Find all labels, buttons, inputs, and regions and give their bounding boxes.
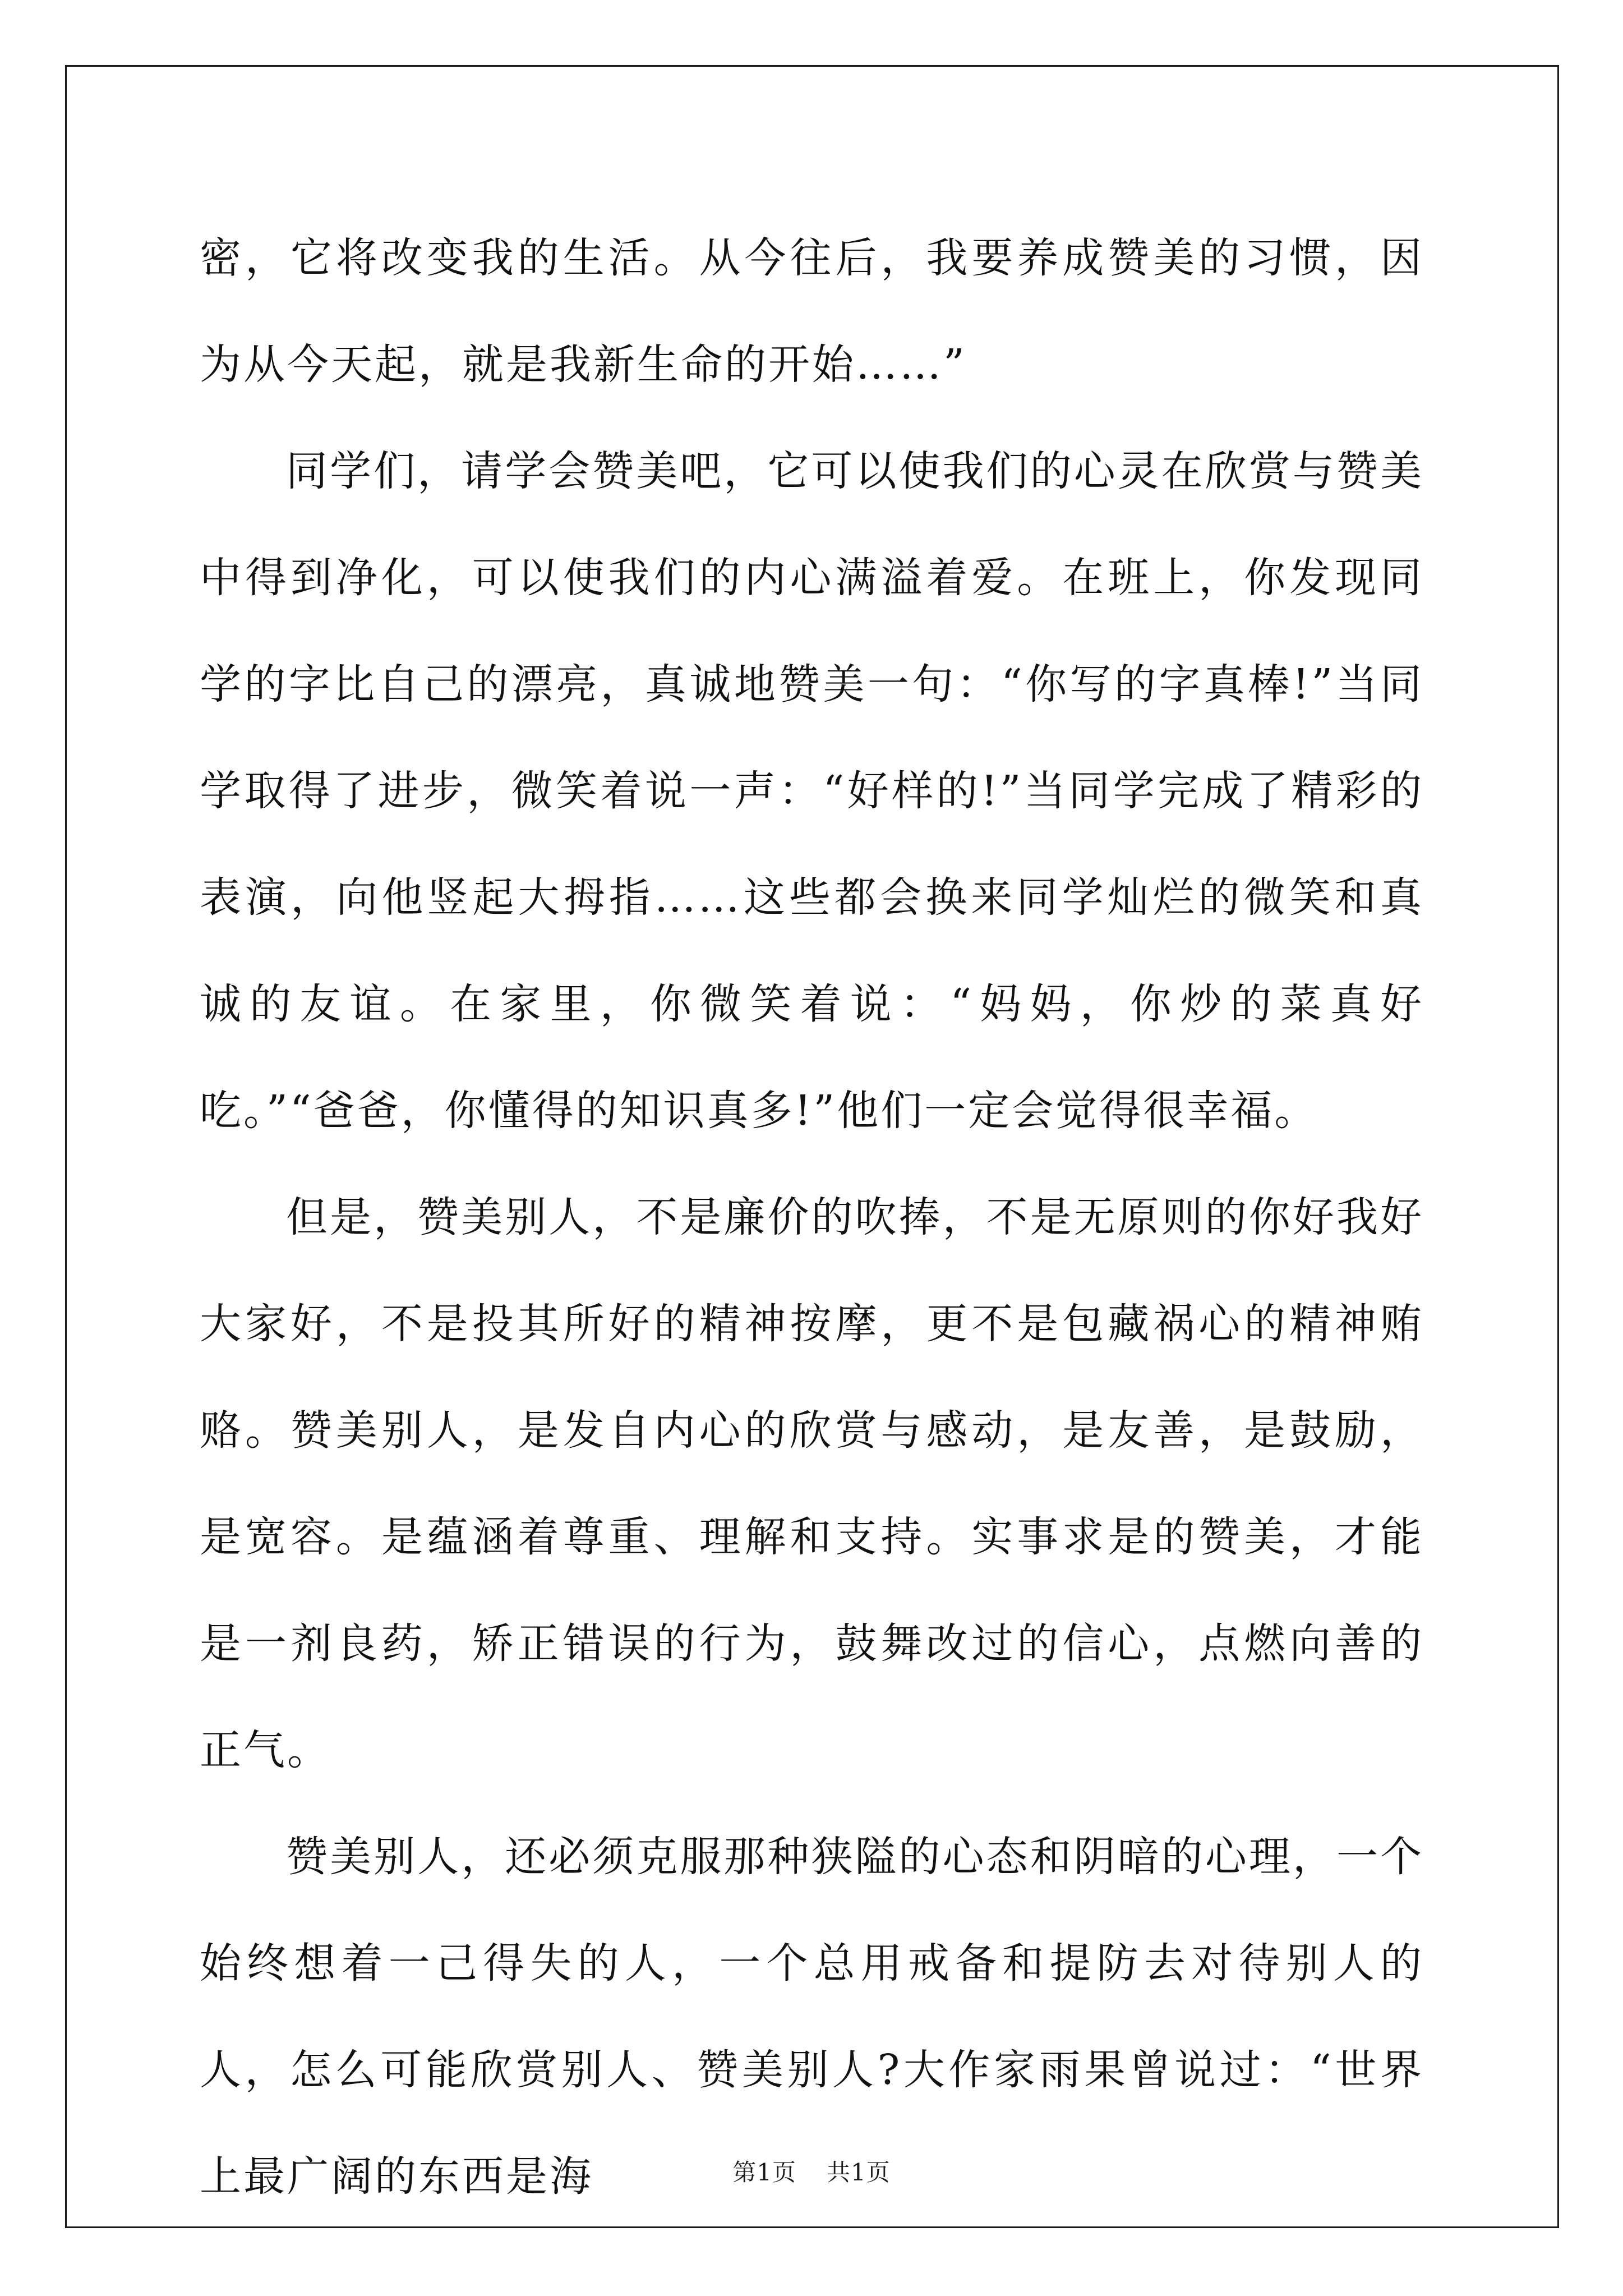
page-total: 共1页 [827,2159,891,2186]
page-footer [0,2154,1623,2188]
document-body [200,205,1424,2230]
paragraph-3: 但是，赞美别人，不是廉价的吹捧，不是无原则的你好我好大家好，不是投其所好的精神按摩，更不是包藏祸心的精神贿赂。赞美别人，是发自内心的欣赏与感动，是友善，是鼓励，是宽容。是蕴涵着尊重、理解和支持。实事求是的赞美，才能是一剂良药，矫正错误的行为，鼓舞改过的信心，点燃向善的正气。 [200,1193,1424,1774]
paragraph-1: 密，它将改变我的生活。从今往后，我要养成赞美的习惯，因为从今天起，就是我新生命的开始……” [200,234,1424,389]
paragraph-2: 同学们，请学会赞美吧，它可以使我们的心灵在欣赏与赞美中得到净化，可以使我们的内心满溢着爱。在班上，你发现同学的字比自己的漂亮，真诚地赞美一句：“你写的字真棒!”当同学取得了进步，微笑着说一声：“好样的!”当同学完成了精彩的表演，向他竖起大拇指……这些都会换来同学灿烂的微笑和真诚的友谊。在家里，你微笑着说：“妈妈，你炒的菜真好吃。”“爸爸，你懂得的知识真多!”他们一定会觉得很幸福。 [200,447,1424,1135]
paragraph-4: 赞美别人，还必须克服那种狭隘的心态和阴暗的心理，一个始终想着一己得失的人，一个总用戒备和提防去对待别人的人，怎么可能欣赏别人、赞美别人?大作家雨果曾说过：“世界上最广阔的东西是海 [200,1833,1424,2201]
page-number: 第1页 [732,2159,796,2186]
